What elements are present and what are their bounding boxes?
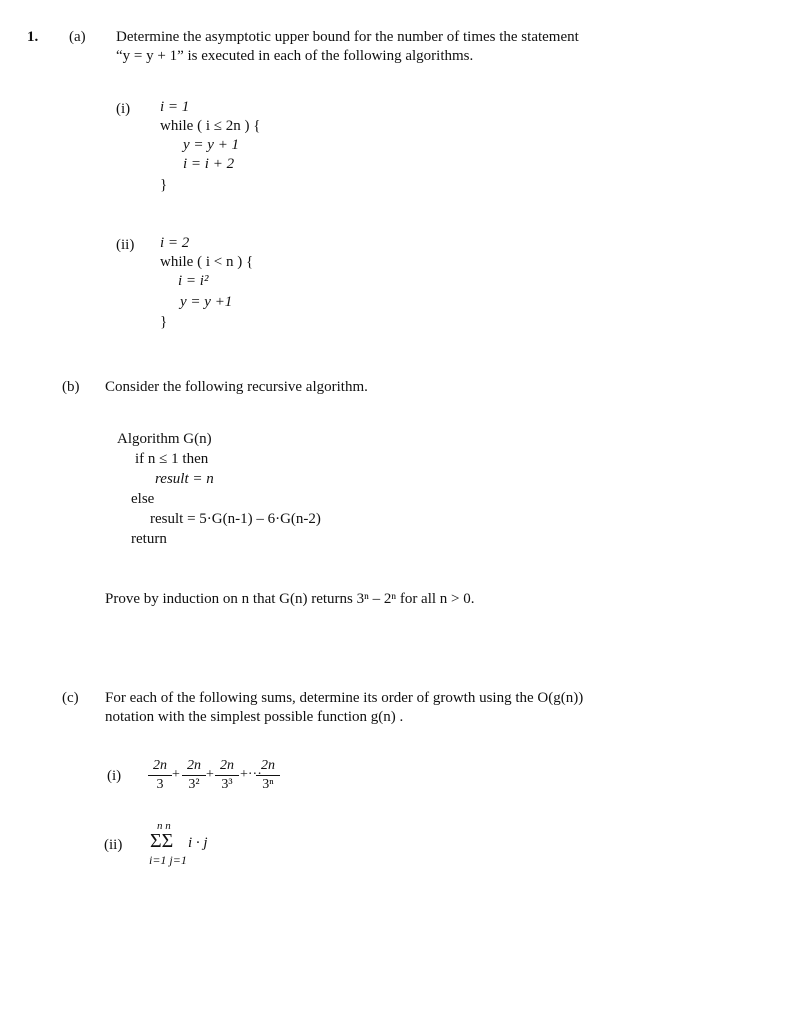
part-c-text-line1: For each of the following sums, determine its order of growth using the O(g(n)) — [105, 690, 584, 706]
fraction-denominator: 3 — [156, 777, 164, 792]
code-line: i = i² — [178, 273, 209, 289]
part-c-text-line2: notation with the simplest possible function g(n) . — [105, 709, 404, 725]
algo-line: if n ≤ 1 then — [135, 451, 209, 467]
code-line: } — [160, 177, 168, 193]
part-c-label: (c) — [62, 690, 79, 706]
fraction-denominator: 3³ — [221, 777, 233, 792]
part-a-label: (a) — [69, 29, 86, 45]
question-number: 1. — [27, 29, 39, 45]
fraction-numerator: 2n — [220, 758, 234, 773]
algo-line: result = n — [155, 471, 214, 487]
part-b-label: (b) — [62, 379, 80, 395]
fraction-term — [182, 758, 206, 793]
code-line: } — [160, 314, 168, 330]
part-c-i-label: (i) — [107, 768, 122, 784]
fraction-bar — [256, 775, 280, 776]
code-line: while ( i ≤ 2n ) { — [160, 118, 261, 134]
fraction-numerator: 2n — [261, 758, 275, 773]
part-b-prove: Prove by induction on n that G(n) returns 3ⁿ – 2ⁿ for all n > 0. — [105, 591, 475, 607]
fraction-bar — [148, 775, 172, 776]
algo-line: result = 5·G(n-1) – 6·G(n-2) — [150, 511, 321, 527]
part-a-ii-label: (ii) — [116, 237, 135, 253]
fraction-bar — [215, 775, 239, 776]
part-c-ii-label: (ii) — [104, 837, 123, 853]
code-line: i = 2 — [160, 235, 190, 251]
sigma-symbols: ΣΣ — [150, 830, 174, 852]
sum-term: i · j — [188, 835, 208, 851]
code-line: i = 1 — [160, 99, 190, 115]
fraction-denominator: 3² — [188, 777, 200, 792]
sum-upper-limits: n n — [157, 820, 171, 832]
part-a-text-line2: “y = y + 1” is executed in each of the following algorithms. — [116, 48, 474, 64]
fraction-numerator: 2n — [153, 758, 167, 773]
plus-sign: + — [206, 767, 214, 782]
algo-line: Algorithm G(n) — [117, 431, 212, 447]
ellipsis-plus: +··· — [240, 767, 262, 782]
code-line: while ( i < n ) { — [160, 254, 254, 270]
fraction-term — [148, 758, 172, 793]
sum-lower-limits: i=1 j=1 — [149, 853, 187, 867]
algo-line: else — [131, 491, 155, 507]
fraction-numerator: 2n — [187, 758, 201, 773]
fraction-denominator: 3ⁿ — [262, 777, 274, 792]
fraction-term — [256, 758, 280, 793]
plus-sign: + — [172, 767, 180, 782]
code-line: y = y + 1 — [183, 137, 240, 153]
fraction-term — [215, 758, 239, 793]
part-a-text-line1: Determine the asymptotic upper bound for the number of times the statement — [116, 29, 579, 45]
code-line: i = i + 2 — [183, 156, 235, 172]
algo-line: return — [131, 531, 167, 547]
code-line: y = y +1 — [180, 294, 233, 310]
fraction-bar — [182, 775, 206, 776]
part-b-intro: Consider the following recursive algorithm. — [105, 379, 368, 395]
part-a-i-label: (i) — [116, 101, 131, 117]
